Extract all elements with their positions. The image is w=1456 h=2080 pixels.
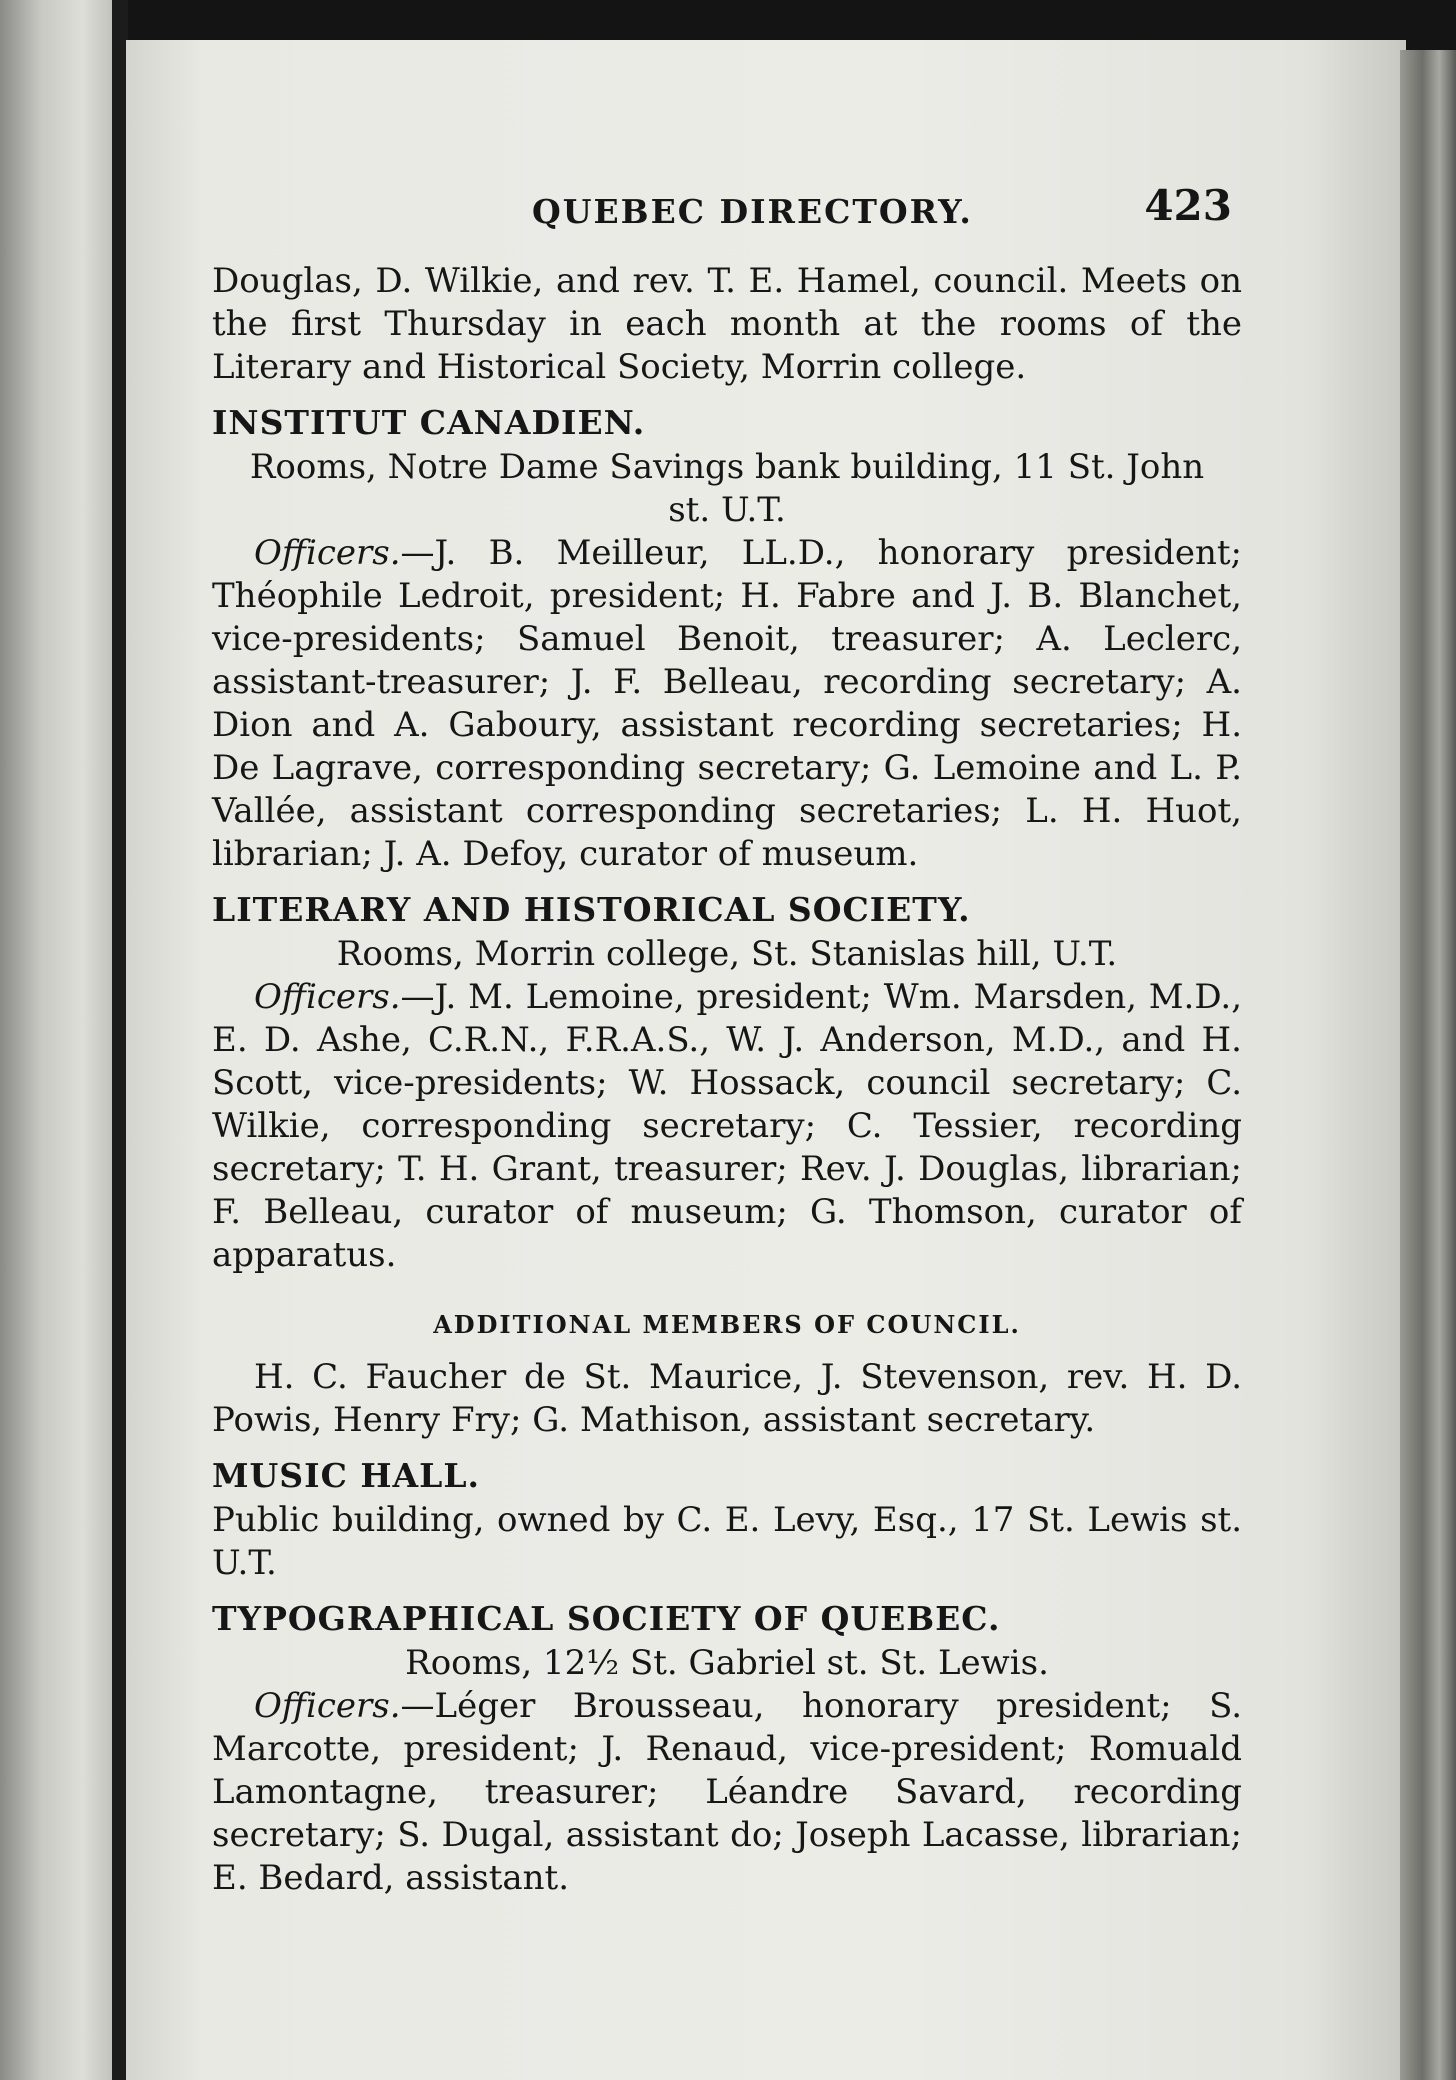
- page-fore-edge: [1400, 50, 1456, 2080]
- officers-label: Officers.: [254, 977, 401, 1017]
- section-heading-typographical: TYPOGRAPHICAL SOCIETY OF QUEBEC.: [212, 1599, 1001, 1638]
- additional-members-heading: ADDITIONAL MEMBERS OF COUNCIL.: [433, 1310, 1021, 1339]
- officers-text: —J. M. Lemoine, president; Wm. Marsden, M.D., E. D. Ashe, C.R.N., F.R.A.S., W. J. Anderson, M.D., and H. Scott, vice-presidents; W. Hossack, council secretary; C. Wilkie, corresponding secretary; C. Tessier, recording secretary; T. H. Grant, treasurer; Rev. J. Douglas, librarian; F. Belleau, curator of museum; G. Thomson, curator of apparatus.: [212, 977, 1242, 1275]
- section-heading-music-hall: MUSIC HALL.: [212, 1456, 481, 1495]
- section-heading-institut: INSTITUT CANADIEN.: [212, 403, 646, 442]
- running-head: [212, 181, 1242, 240]
- additional-members-text: H. C. Faucher de St. Maurice, J. Stevenson, rev. H. D. Powis, Henry Fry; G. Mathison, assistant secretary.: [212, 1357, 1242, 1440]
- page-number: 423: [1144, 181, 1232, 230]
- section-heading-literary: LITERARY AND HISTORICAL SOCIETY.: [212, 890, 971, 929]
- literary-officers: [212, 976, 1242, 1277]
- music-hall-text: Public building, owned by C. E. Levy, Esq., 17 St. Lewis st. U.T.: [212, 1500, 1242, 1583]
- page-content: [212, 181, 1242, 1900]
- literary-rooms: Rooms, Morrin college, St. Stanislas hill, U.T.: [336, 934, 1118, 974]
- officers-text: —Léger Brousseau, honorary president; S. Marcotte, president; J. Renaud, vice-president; Romuald Lamontagne, treasurer; Léandre Savard, recording secretary; S. Dugal, assistant do; Joseph Lacasse, librarian; E. Bedard, assistant.: [212, 1686, 1242, 1898]
- running-title: QUEBEC DIRECTORY.: [532, 192, 973, 231]
- facing-page-edge: [0, 0, 118, 2080]
- institut-rooms: Rooms, Notre Dame Savings bank building, 11 St. John st. U.T.: [249, 447, 1205, 530]
- officers-text: —J. B. Meilleur, LL.D., honorary president; Théophile Ledroit, president; H. Fabre and J. B. Blanchet, vice-presidents; Samuel Benoit, treasurer; A. Leclerc, assistant-treasurer; J. F. Belleau, recording secretary; A. Dion and A. Gaboury, assistant recording secretaries; H. De Lagrave, corresponding secretary; G. Lemoine and L. P. Vallée, assistant corresponding secretaries; L. H. Huot, librarian; J. A. Defoy, curator of museum.: [212, 533, 1242, 874]
- officers-label: Officers.: [254, 533, 401, 573]
- officers-label: Officers.: [254, 1686, 401, 1726]
- intro-paragraph: Douglas, D. Wilkie, and rev. T. E. Hamel, council. Meets on the first Thursday in each month at the rooms of the Literary and Historical Society, Morrin college.: [212, 261, 1242, 387]
- typographical-officers: [212, 1685, 1242, 1900]
- institut-officers: [212, 532, 1242, 876]
- typographical-rooms: Rooms, 12½ St. Gabriel st. St. Lewis.: [405, 1643, 1049, 1683]
